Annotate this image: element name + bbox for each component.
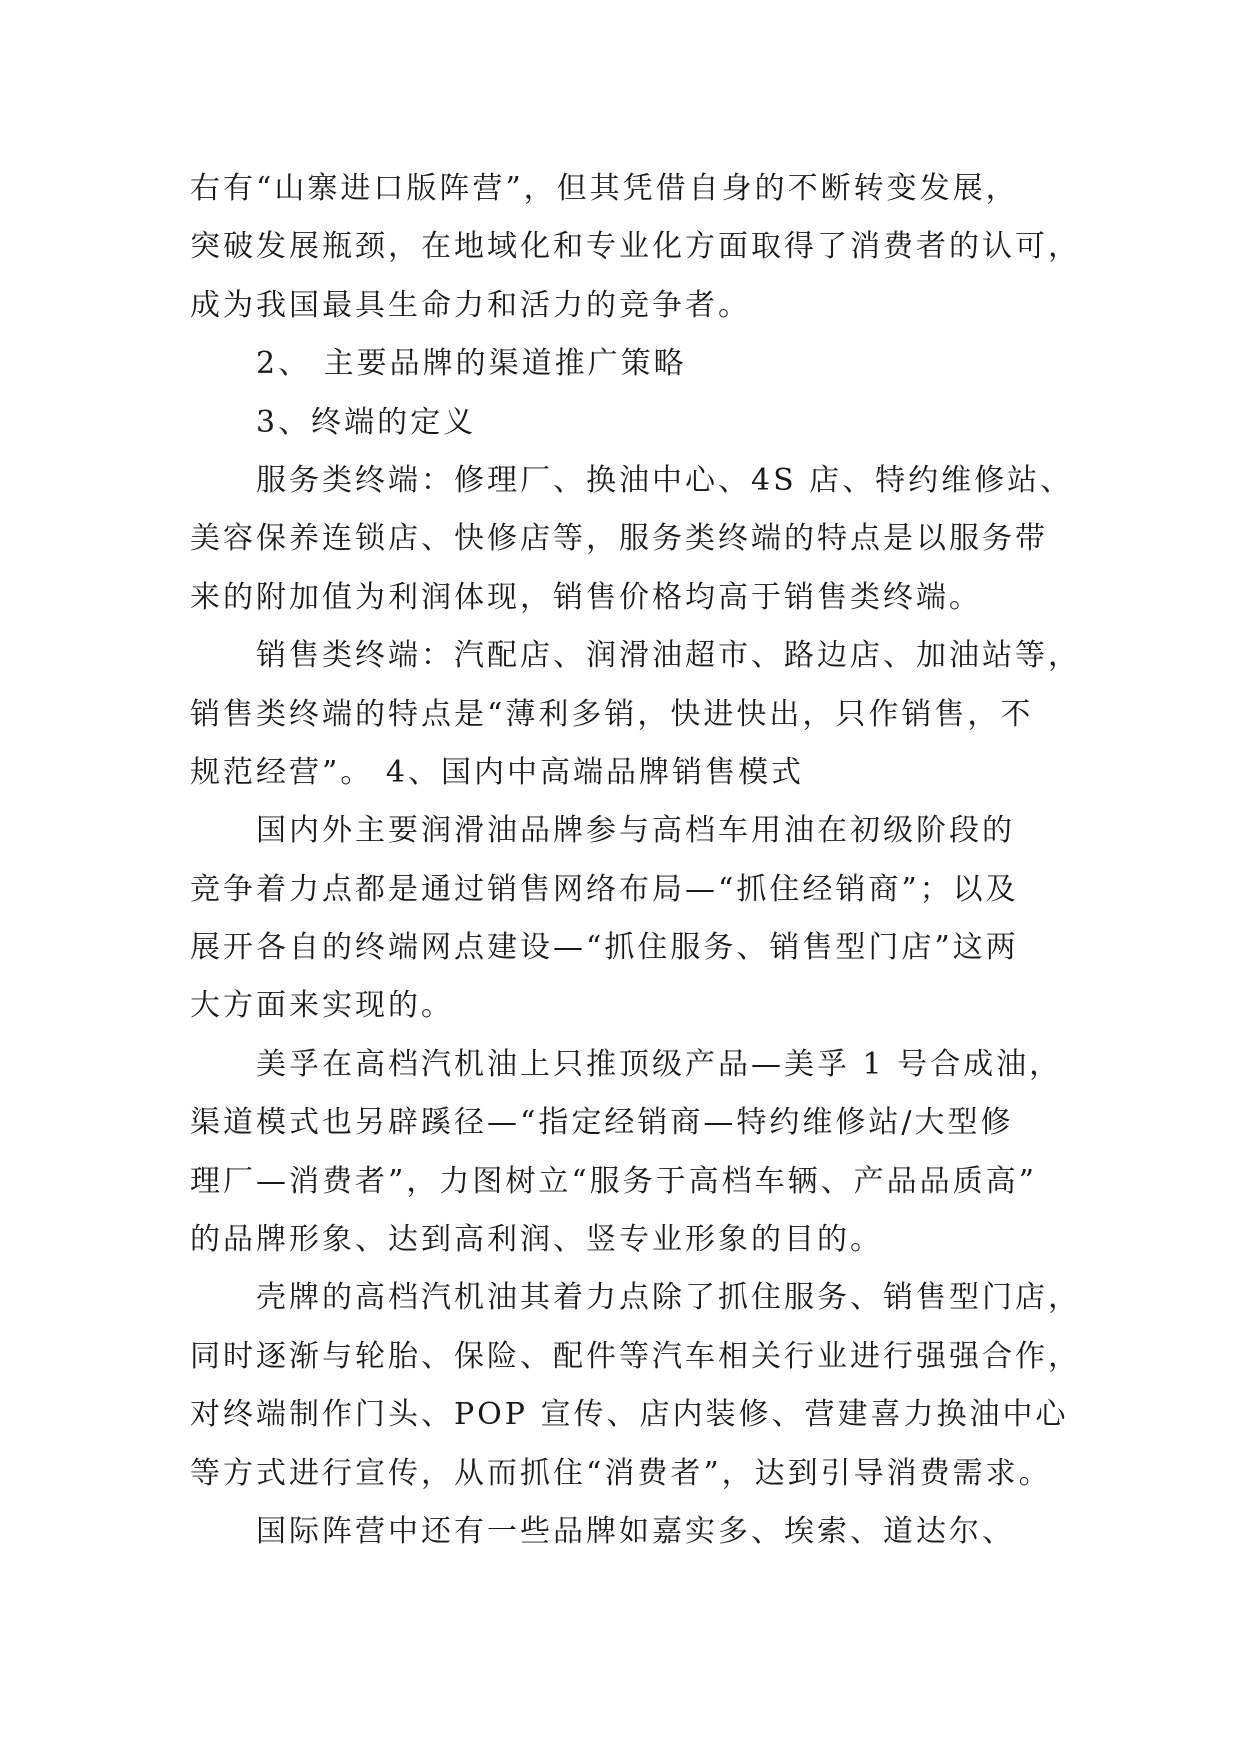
text-line: 右有“山寨进口版阵营”，但其凭借自身的不断转变发展， [190, 171, 1019, 206]
text-line: 对终端制作门头、POP 宣传、店内装修、营建喜力换油中心 [190, 1397, 1069, 1433]
section-heading: 3、终端的定义 [256, 404, 477, 440]
text-line: 成为我国最具生命力和活力的竞争者。 [190, 287, 751, 323]
text-line: 展开各自的终端网点建设—“抓住服务、销售型门店”这两 [190, 930, 1019, 966]
text-line: 国内外主要润滑油品牌参与高档车用油在初级阶段的 [256, 813, 1015, 849]
text-line: 来的附加值为利润体现，销售价格均高于销售类终端。 [190, 579, 982, 615]
text-line: 竞争着力点都是通过销售网络布局—“抓住经销商”；以及 [190, 871, 1019, 907]
text-line: 大方面来实现的。 [190, 988, 454, 1024]
text-line: 的品牌形象、达到高利润、竖专业形象的目的。 [190, 1222, 883, 1258]
text-line: 突破发展瓶颈，在地域化和专业化方面取得了消费者的认可， [190, 229, 1081, 265]
body-text [190, 160, 1090, 1561]
text-line: 等方式进行宣传，从而抓住“消费者”，达到引导消费需求。 [190, 1455, 1052, 1491]
text-line: 渠道模式也另辟蹊径—“指定经销商—特约维修站/大型修 [190, 1105, 1014, 1141]
text-line: 理厂—消费者”，力图树立“服务于高档车辆、产品品质高” [190, 1163, 1038, 1199]
text-line: 壳牌的高档汽机油其着力点除了抓住服务、销售型门店， [256, 1280, 1081, 1316]
text-line: 美孚在高档汽机油上只推顶级产品—美孚 1 号合成油， [256, 1046, 1063, 1082]
text-line: 销售类终端：汽配店、润滑油超市、路边店、加油站等， [256, 638, 1081, 674]
text-line: 服务类终端：修理厂、换油中心、4S 店、特约维修站、 [256, 462, 1074, 498]
section-heading: 2、 主要品牌的渠道推广策略 [256, 346, 687, 382]
text-line: 美容保养连锁店、快修店等，服务类终端的特点是以服务带 [190, 521, 1048, 557]
text-line: 同时逐渐与轮胎、保险、配件等汽车相关行业进行强强合作， [190, 1338, 1081, 1374]
text-line: 销售类终端的特点是“薄利多销，快进快出，只作销售，不 [190, 696, 1034, 732]
text-line: 国际阵营中还有一些品牌如嘉实多、埃索、道达尔、 [256, 1513, 1015, 1549]
text-line: 规范经营”。 4、国内中高端品牌销售模式 [190, 754, 804, 790]
